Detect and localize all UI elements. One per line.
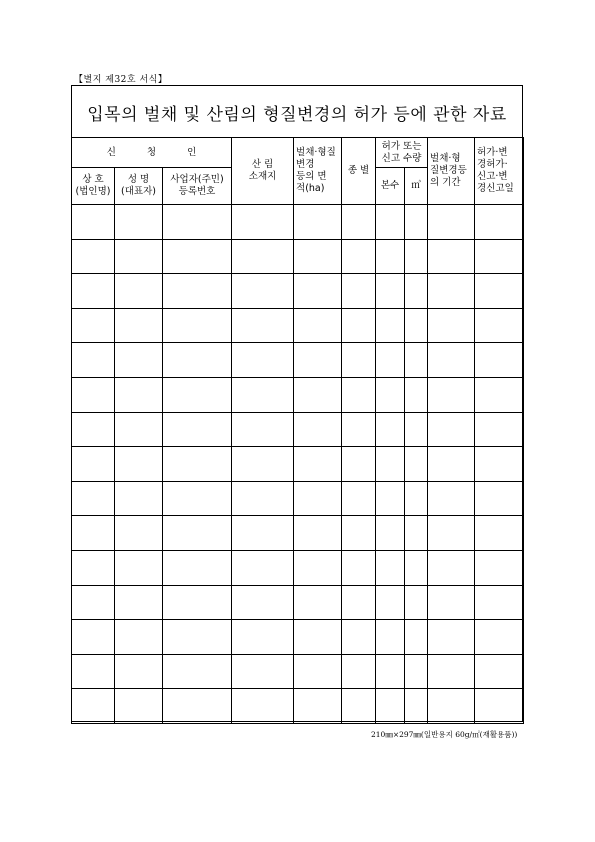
table-cell[interactable] bbox=[475, 550, 524, 585]
table-cell[interactable] bbox=[475, 205, 524, 240]
header-period: 벌채·형 질변경등 의 기간 bbox=[428, 138, 475, 205]
table-cell[interactable] bbox=[405, 585, 428, 620]
table-cell[interactable] bbox=[72, 377, 115, 412]
table-cell[interactable] bbox=[342, 447, 376, 482]
table-cell[interactable] bbox=[163, 447, 232, 482]
table-cell[interactable] bbox=[163, 620, 232, 655]
table-cell[interactable] bbox=[115, 550, 163, 585]
table-cell[interactable] bbox=[405, 481, 428, 516]
table-cell[interactable] bbox=[115, 620, 163, 655]
table-cell[interactable] bbox=[475, 620, 524, 655]
table-cell[interactable] bbox=[475, 343, 524, 378]
table-cell[interactable] bbox=[163, 689, 232, 724]
table-row bbox=[72, 205, 524, 240]
header-permit-date: 허가·변 경허가· 신고·변 경신고일 bbox=[475, 138, 524, 205]
table-cell[interactable] bbox=[342, 550, 376, 585]
header-species: 종 별 bbox=[342, 138, 376, 205]
table-cell[interactable] bbox=[115, 516, 163, 551]
table-cell[interactable] bbox=[428, 239, 475, 274]
table-cell[interactable] bbox=[232, 205, 294, 240]
table-cell[interactable] bbox=[72, 343, 115, 378]
table-cell[interactable] bbox=[376, 447, 405, 482]
table-cell[interactable] bbox=[405, 654, 428, 689]
table-cell[interactable] bbox=[376, 550, 405, 585]
table-cell[interactable] bbox=[294, 654, 342, 689]
table-cell[interactable] bbox=[342, 516, 376, 551]
table-cell[interactable] bbox=[232, 620, 294, 655]
table-cell[interactable] bbox=[232, 274, 294, 309]
table-cell[interactable] bbox=[405, 205, 428, 240]
table-row bbox=[72, 585, 524, 620]
table-row bbox=[72, 239, 524, 274]
table-cell[interactable] bbox=[475, 447, 524, 482]
table-cell[interactable] bbox=[163, 308, 232, 343]
table-cell[interactable] bbox=[376, 654, 405, 689]
table-cell[interactable] bbox=[428, 412, 475, 447]
table-cell[interactable] bbox=[294, 377, 342, 412]
table-cell[interactable] bbox=[294, 481, 342, 516]
table-cell[interactable] bbox=[475, 516, 524, 551]
table-cell[interactable] bbox=[115, 447, 163, 482]
table-cell[interactable] bbox=[163, 343, 232, 378]
table-cell[interactable] bbox=[376, 308, 405, 343]
table-cell[interactable] bbox=[163, 274, 232, 309]
table-cell[interactable] bbox=[428, 689, 475, 724]
table-cell[interactable] bbox=[72, 481, 115, 516]
table-cell[interactable] bbox=[342, 343, 376, 378]
table-cell[interactable] bbox=[163, 654, 232, 689]
table-cell[interactable] bbox=[294, 447, 342, 482]
table-cell[interactable] bbox=[376, 620, 405, 655]
table-cell[interactable] bbox=[428, 585, 475, 620]
header-permit-quantity: 허가 또는 신고 수량 bbox=[376, 138, 428, 168]
table-cell[interactable] bbox=[376, 412, 405, 447]
table-cell[interactable] bbox=[405, 308, 428, 343]
header-forest-location: 산 림 소재지 bbox=[232, 138, 294, 205]
table-row bbox=[72, 343, 524, 378]
table-cell[interactable] bbox=[342, 274, 376, 309]
header-quantity-volume: ㎥ bbox=[405, 168, 428, 205]
table-cell[interactable] bbox=[294, 516, 342, 551]
table-cell[interactable] bbox=[475, 481, 524, 516]
table-cell[interactable] bbox=[428, 481, 475, 516]
table-cell[interactable] bbox=[294, 689, 342, 724]
table-cell[interactable] bbox=[294, 205, 342, 240]
table-cell[interactable] bbox=[232, 343, 294, 378]
table-row bbox=[72, 412, 524, 447]
table-cell[interactable] bbox=[428, 308, 475, 343]
table-cell[interactable] bbox=[115, 412, 163, 447]
table-cell[interactable] bbox=[163, 585, 232, 620]
table-cell[interactable] bbox=[115, 239, 163, 274]
table-cell[interactable] bbox=[72, 516, 115, 551]
table-cell[interactable] bbox=[342, 654, 376, 689]
table-cell[interactable] bbox=[294, 343, 342, 378]
table-cell[interactable] bbox=[376, 205, 405, 240]
table-cell[interactable] bbox=[376, 377, 405, 412]
table-cell[interactable] bbox=[405, 689, 428, 724]
table-row bbox=[72, 308, 524, 343]
table-cell[interactable] bbox=[72, 620, 115, 655]
table-cell[interactable] bbox=[428, 447, 475, 482]
table-cell[interactable] bbox=[163, 239, 232, 274]
table-cell[interactable] bbox=[475, 239, 524, 274]
table-cell[interactable] bbox=[232, 481, 294, 516]
table-cell[interactable] bbox=[163, 377, 232, 412]
table-cell[interactable] bbox=[294, 620, 342, 655]
header-area: 벌채·형질변경 등의 면 적(ha) bbox=[294, 138, 342, 205]
table-cell[interactable] bbox=[342, 205, 376, 240]
table-cell[interactable] bbox=[115, 654, 163, 689]
table-cell[interactable] bbox=[115, 585, 163, 620]
table-cell[interactable] bbox=[115, 274, 163, 309]
table-cell[interactable] bbox=[232, 239, 294, 274]
table-cell[interactable] bbox=[115, 481, 163, 516]
table-cell[interactable] bbox=[428, 654, 475, 689]
header-business-reg: 사업자(주민) 등록번호 bbox=[163, 168, 232, 205]
table-cell[interactable] bbox=[115, 308, 163, 343]
table-cell[interactable] bbox=[294, 412, 342, 447]
table-cell[interactable] bbox=[376, 481, 405, 516]
table-row bbox=[72, 481, 524, 516]
table-cell[interactable] bbox=[428, 377, 475, 412]
table-row bbox=[72, 447, 524, 482]
table-row bbox=[72, 274, 524, 309]
table-cell[interactable] bbox=[163, 205, 232, 240]
table-cell[interactable] bbox=[72, 550, 115, 585]
table-cell[interactable] bbox=[342, 689, 376, 724]
table-cell[interactable] bbox=[405, 550, 428, 585]
table-cell[interactable] bbox=[163, 412, 232, 447]
table-cell[interactable] bbox=[294, 274, 342, 309]
table-cell[interactable] bbox=[72, 239, 115, 274]
table-cell[interactable] bbox=[405, 447, 428, 482]
table-cell[interactable] bbox=[232, 412, 294, 447]
table-cell[interactable] bbox=[115, 205, 163, 240]
table-cell[interactable] bbox=[342, 412, 376, 447]
table-cell[interactable] bbox=[163, 481, 232, 516]
table-row bbox=[72, 550, 524, 585]
table-cell[interactable] bbox=[405, 377, 428, 412]
table-cell[interactable] bbox=[342, 481, 376, 516]
table-cell[interactable] bbox=[72, 205, 115, 240]
table-cell[interactable] bbox=[232, 689, 294, 724]
table-cell[interactable] bbox=[475, 585, 524, 620]
table-cell[interactable] bbox=[163, 516, 232, 551]
paper-size-note: 210㎜×297㎜(일반용지 60g/㎡(재활용품)) bbox=[371, 730, 518, 739]
table-cell[interactable] bbox=[232, 377, 294, 412]
form-number-label: 【별지 제32호 서식】 bbox=[74, 75, 168, 85]
header-applicant: 신 청 인 bbox=[72, 138, 232, 168]
table-cell[interactable] bbox=[232, 447, 294, 482]
table-cell[interactable] bbox=[72, 654, 115, 689]
table-cell[interactable] bbox=[72, 274, 115, 309]
table-cell[interactable] bbox=[475, 412, 524, 447]
table-cell[interactable] bbox=[428, 516, 475, 551]
form-title: 입목의 벌채 및 산림의 형질변경의 허가 등에 관한 자료 bbox=[87, 104, 507, 125]
table-cell[interactable] bbox=[342, 620, 376, 655]
header-company: 상 호 (법인명) bbox=[72, 168, 115, 205]
table-cell[interactable] bbox=[342, 585, 376, 620]
table-cell[interactable] bbox=[376, 585, 405, 620]
table-cell[interactable] bbox=[342, 377, 376, 412]
table-cell[interactable] bbox=[232, 308, 294, 343]
form-frame bbox=[71, 85, 523, 722]
table-cell[interactable] bbox=[428, 620, 475, 655]
data-table bbox=[71, 137, 524, 724]
table-cell[interactable] bbox=[376, 239, 405, 274]
table-cell[interactable] bbox=[405, 516, 428, 551]
table-cell[interactable] bbox=[342, 308, 376, 343]
table-cell[interactable] bbox=[294, 239, 342, 274]
table-cell[interactable] bbox=[376, 343, 405, 378]
header-name: 성 명 (대표자) bbox=[115, 168, 163, 205]
table-cell[interactable] bbox=[376, 516, 405, 551]
table-cell[interactable] bbox=[294, 550, 342, 585]
table-cell[interactable] bbox=[232, 550, 294, 585]
table-cell[interactable] bbox=[72, 585, 115, 620]
table-row bbox=[72, 654, 524, 689]
table-cell[interactable] bbox=[376, 274, 405, 309]
table-cell[interactable] bbox=[428, 343, 475, 378]
table-cell[interactable] bbox=[475, 689, 524, 724]
table-cell[interactable] bbox=[428, 274, 475, 309]
table-cell[interactable] bbox=[72, 308, 115, 343]
table-cell[interactable] bbox=[405, 412, 428, 447]
table-cell[interactable] bbox=[475, 274, 524, 309]
table-cell[interactable] bbox=[232, 516, 294, 551]
table-cell[interactable] bbox=[405, 274, 428, 309]
table-cell[interactable] bbox=[115, 377, 163, 412]
table-cell[interactable] bbox=[376, 689, 405, 724]
table-cell[interactable] bbox=[163, 550, 232, 585]
table-cell[interactable] bbox=[72, 412, 115, 447]
table-cell[interactable] bbox=[475, 654, 524, 689]
table-row bbox=[72, 689, 524, 724]
table-row bbox=[72, 377, 524, 412]
table-cell[interactable] bbox=[405, 239, 428, 274]
table-cell[interactable] bbox=[428, 550, 475, 585]
table-cell[interactable] bbox=[405, 343, 428, 378]
table-cell[interactable] bbox=[294, 585, 342, 620]
table-cell[interactable] bbox=[405, 620, 428, 655]
table-cell[interactable] bbox=[475, 308, 524, 343]
table-cell[interactable] bbox=[115, 343, 163, 378]
table-cell[interactable] bbox=[232, 654, 294, 689]
table-cell[interactable] bbox=[115, 689, 163, 724]
table-cell[interactable] bbox=[342, 239, 376, 274]
table-cell[interactable] bbox=[294, 308, 342, 343]
table-cell[interactable] bbox=[72, 447, 115, 482]
table-row bbox=[72, 620, 524, 655]
table-cell[interactable] bbox=[232, 585, 294, 620]
table-row bbox=[72, 516, 524, 551]
table-cell[interactable] bbox=[428, 205, 475, 240]
header-quantity-count: 본수 bbox=[376, 168, 405, 205]
table-cell[interactable] bbox=[72, 689, 115, 724]
table-cell[interactable] bbox=[475, 377, 524, 412]
